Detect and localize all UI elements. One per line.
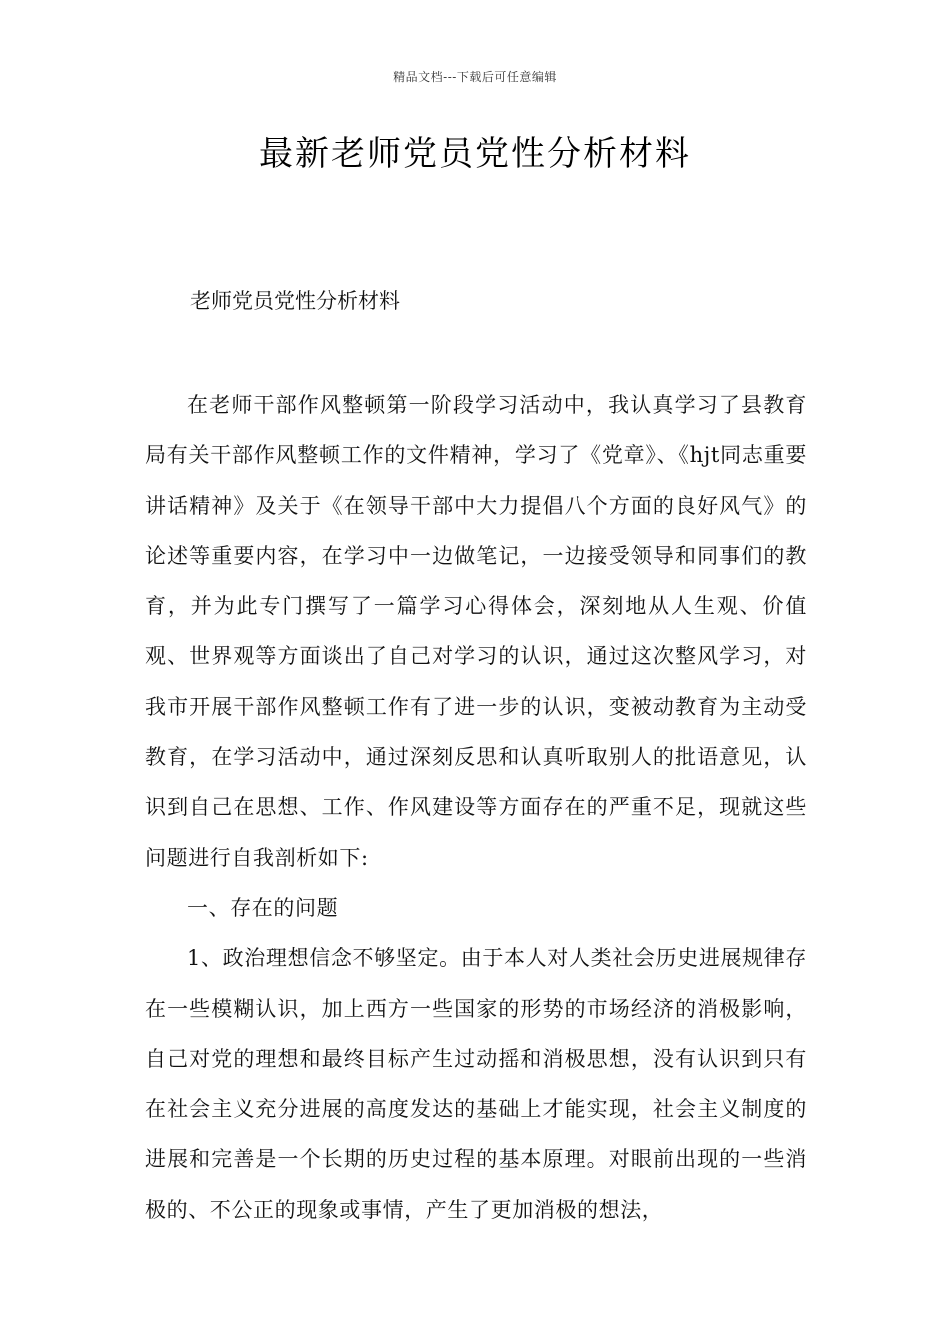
section-heading-problems: 一、存在的问题 <box>187 895 339 920</box>
page-header-note: 精品文档---下载后可任意编辑 <box>393 70 557 84</box>
document-title: 最新老师党员党性分析材料 <box>259 134 691 174</box>
document-body <box>145 380 807 1235</box>
paragraph-intro: 在老师干部作风整顿第一阶段学习活动中，我认真学习了县教育局有关干部作风整顿工作的文件精神，学习了《党章》、《hjt同志重要讲话精神》及关于《在领导干部中大力提倡八个方面的良好风气》的论述等重要内容，在学习中一边做笔记，一边接受领导和同事们的教育，并为此专门撰写了一篇学习心得体会，深刻地从人生观、价值观、世界观等方面谈出了自己对学习的认识，通过这次整风学习，对我市开展干部作风整顿工作有了进一步的认识，变被动教育为主动受教育，在学习活动中，通过深刻反思和认真听取别人的批语意见，认识到自己在思想、工作、作风建设等方面存在的严重不足，现就这些问题进行自我剖析如下: <box>145 393 807 870</box>
paragraph-point-1: 1、政治理想信念不够坚定。由于本人对人类社会历史进展规律存在一些模糊认识，加上西方一些国家的形势的市场经济的消极影响，自己对党的理想和最终目标产生过动摇和消极思想，没有认识到只有在社会主义充分进展的高度发达的基础上才能实现，社会主义制度的进展和完善是一个长期的历史过程的基本原理。对眼前出现的一些消极的、不公正的现象或事情，产生了更加消极的想法， <box>145 946 807 1222</box>
document-subtitle: 老师党员党性分析材料 <box>190 289 400 313</box>
